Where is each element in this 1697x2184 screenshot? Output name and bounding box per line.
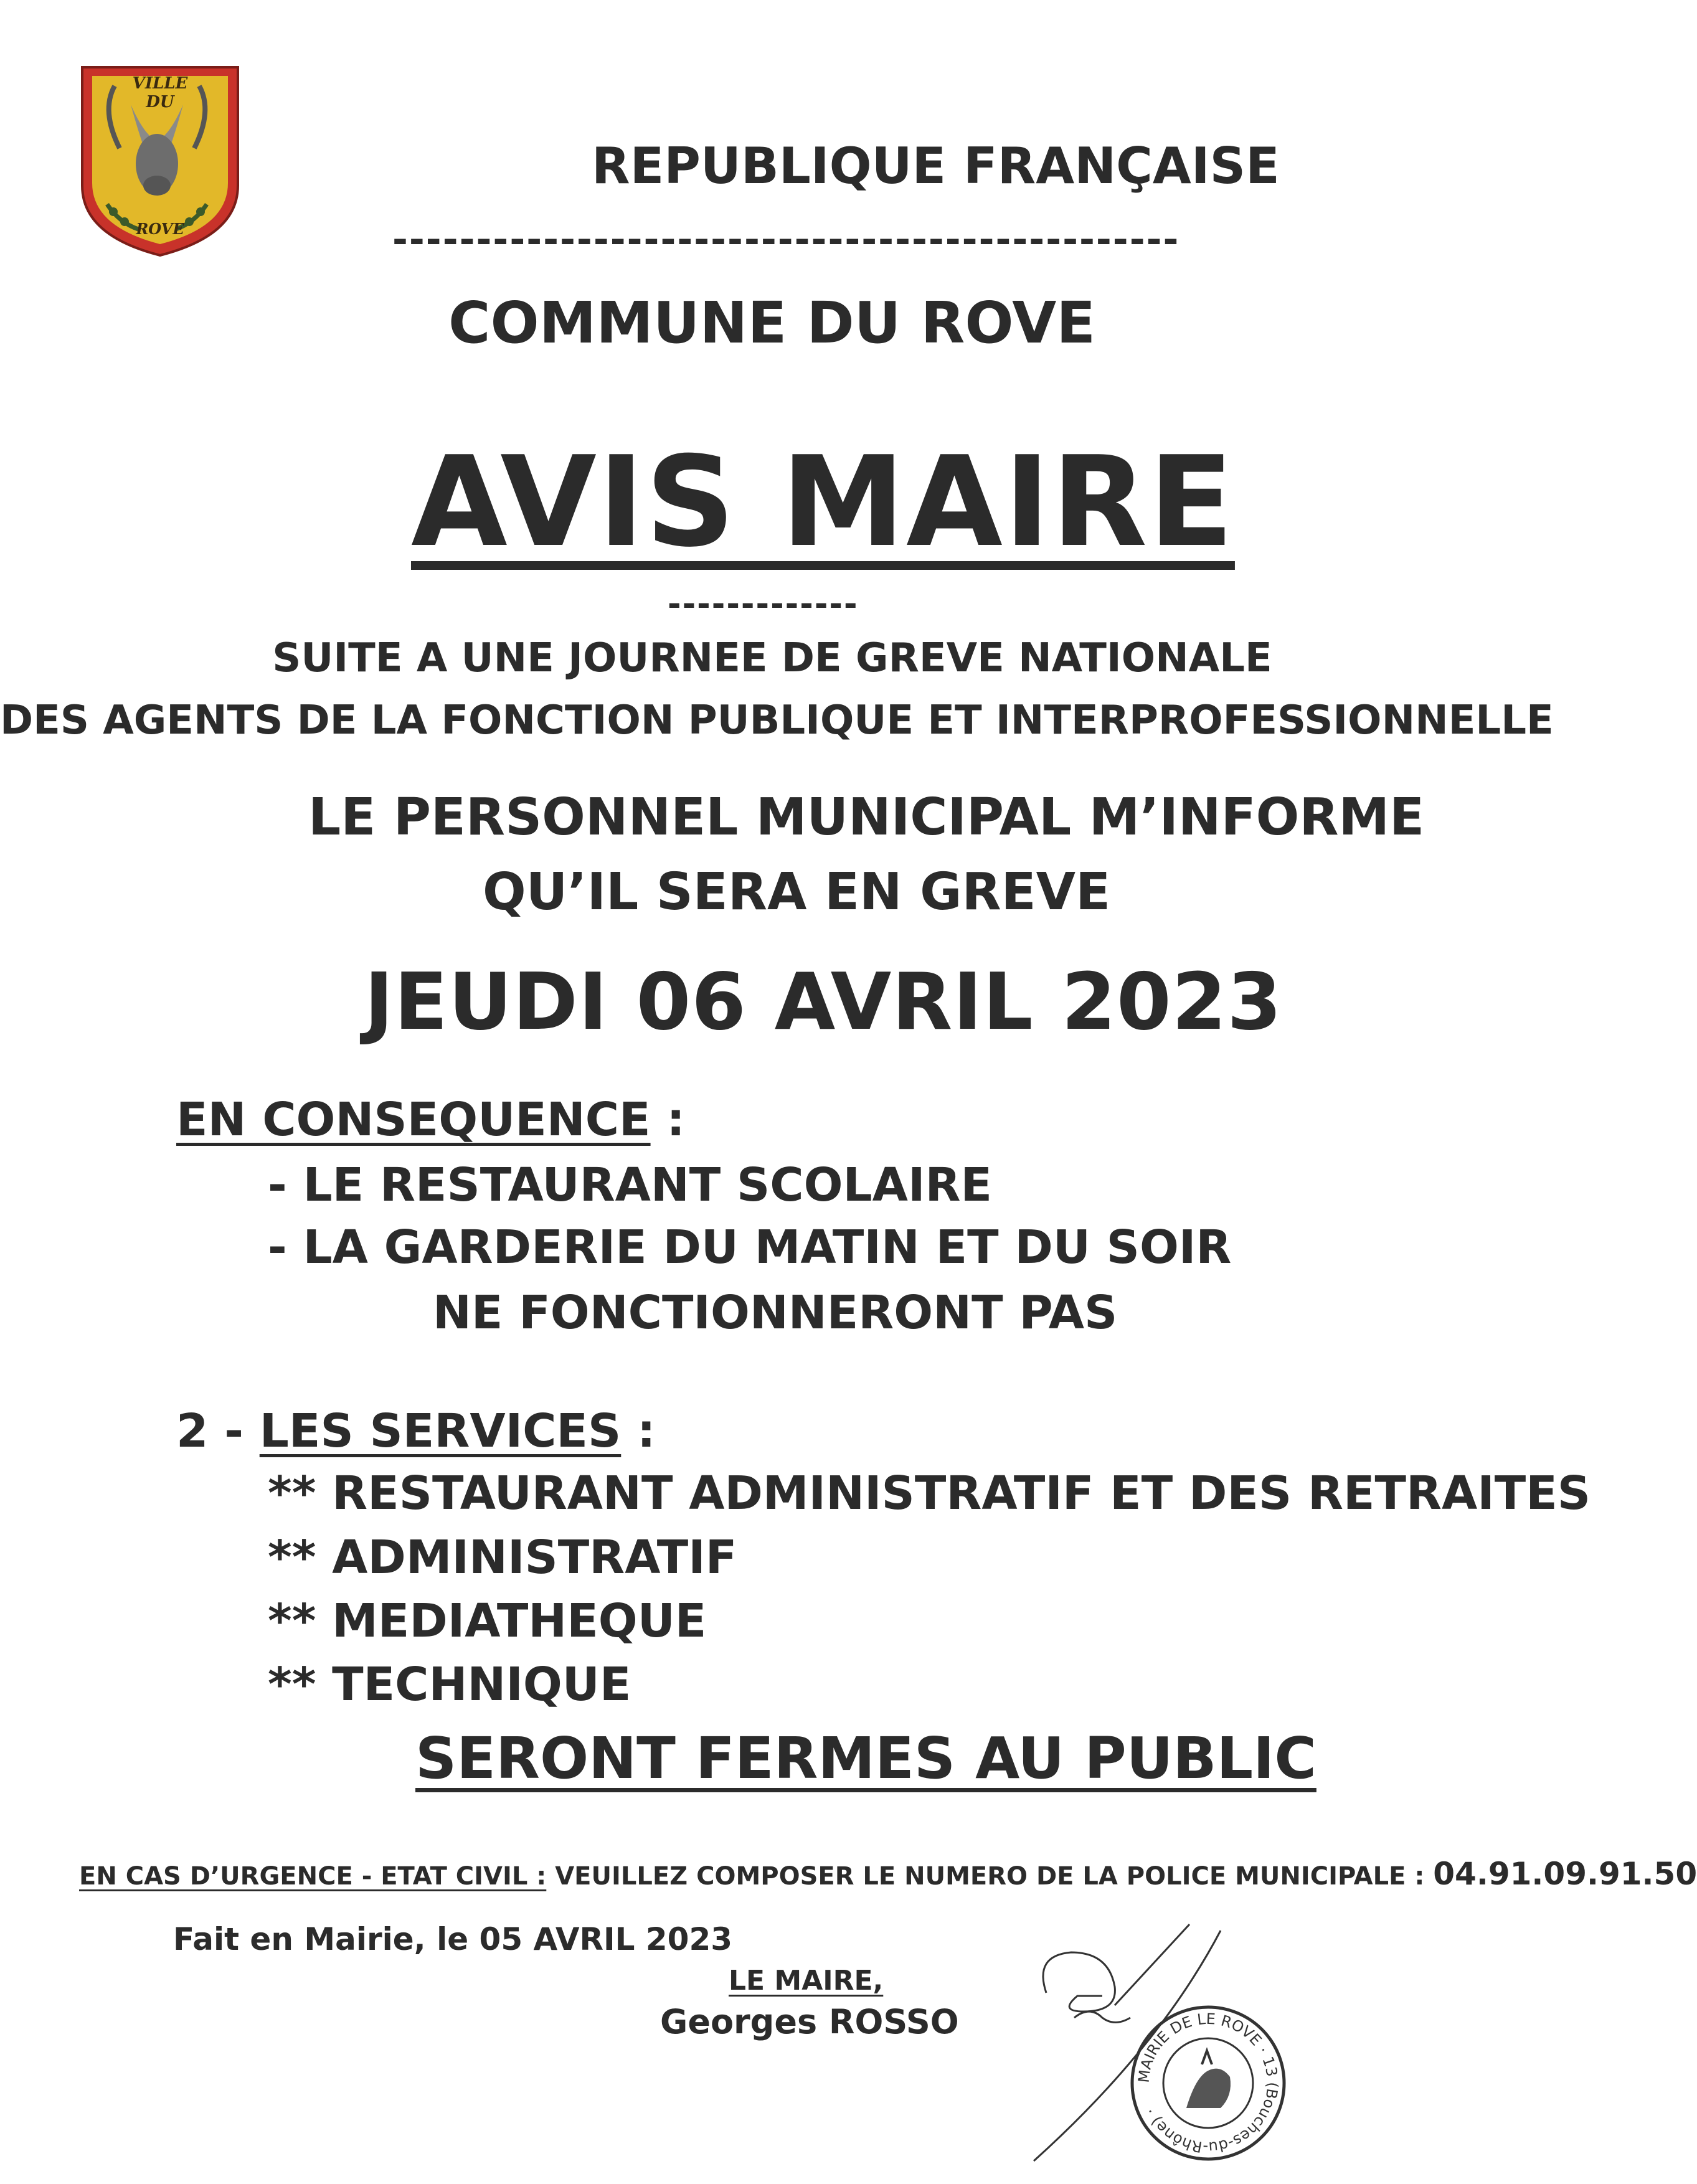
services-heading-colon: :	[621, 1404, 656, 1458]
intro-line-2: DES AGENTS DE LA FONCTION PUBLIQUE ET INTERPROFESSIONNELLE	[0, 697, 1554, 744]
services-heading-label: LES SERVICES	[259, 1404, 622, 1458]
strike-date: JEUDI 06 AVRIL 2023	[364, 956, 1283, 1047]
personnel-line-1: LE PERSONNEL MUNICIPAL M’INFORME	[308, 788, 1425, 847]
separator-long: -----------------------------------------------	[392, 218, 1180, 262]
commune-heading: COMMUNE DU ROVE	[448, 290, 1096, 356]
mairie-stamp	[1127, 2002, 1289, 2164]
separator-short: -------------	[668, 585, 859, 623]
issue-date-line: Fait en Mairie, le 05 AVRIL 2023	[173, 1921, 733, 1957]
commune-crest-logo	[76, 61, 244, 260]
mayor-name: Georges ROSSO	[660, 2002, 959, 2041]
page-title: AVIS MAIRE	[411, 430, 1235, 575]
emergency-label: EN CAS D’URGENCE - ETAT CIVIL :	[79, 1862, 547, 1891]
services-heading	[176, 1404, 656, 1458]
crest-text-bottom: ROVE	[136, 220, 184, 238]
crest-text-top: VILLE	[132, 74, 188, 93]
emergency-notice	[79, 1856, 1697, 1892]
consequence-conclusion: NE FONCTIONNERONT PAS	[433, 1286, 1118, 1340]
emergency-text: VEUILLEZ COMPOSER LE NUMERO DE LA POLICE MUNICIPALE :	[546, 1862, 1434, 1891]
list-item: ** TECHNIQUE	[268, 1658, 631, 1711]
consequence-heading	[176, 1093, 685, 1146]
consequence-heading-colon: :	[650, 1093, 685, 1146]
list-item: ** MEDIATHEQUE	[268, 1594, 707, 1648]
crest-text-mid: DU	[146, 93, 174, 111]
police-phone-number: 04.91.09.91.50	[1433, 1856, 1697, 1892]
services-prefix: 2 -	[176, 1404, 260, 1458]
republique-heading: REPUBLIQUE FRANÇAISE	[592, 137, 1280, 195]
mayor-title: LE MAIRE,	[729, 1965, 884, 1997]
consequence-heading-label: EN CONSEQUENCE	[176, 1093, 651, 1146]
list-item: ** ADMINISTRATIF	[268, 1531, 737, 1584]
services-conclusion: SERONT FERMES AU PUBLIC	[415, 1725, 1316, 1792]
stamp-text: MAIRIE DE LE ROVE · 13 (Bouches-du-Rhône) ·	[1135, 2010, 1282, 2157]
list-item: - LA GARDERIE DU MATIN ET DU SOIR	[268, 1221, 1232, 1274]
list-item: ** RESTAURANT ADMINISTRATIF ET DES RETRAITES	[268, 1467, 1591, 1520]
list-item: - LE RESTAURANT SCOLAIRE	[268, 1158, 993, 1212]
intro-line-1: SUITE A UNE JOURNEE DE GREVE NATIONALE	[272, 635, 1272, 681]
personnel-line-2: QU’IL SERA EN GREVE	[483, 863, 1111, 922]
